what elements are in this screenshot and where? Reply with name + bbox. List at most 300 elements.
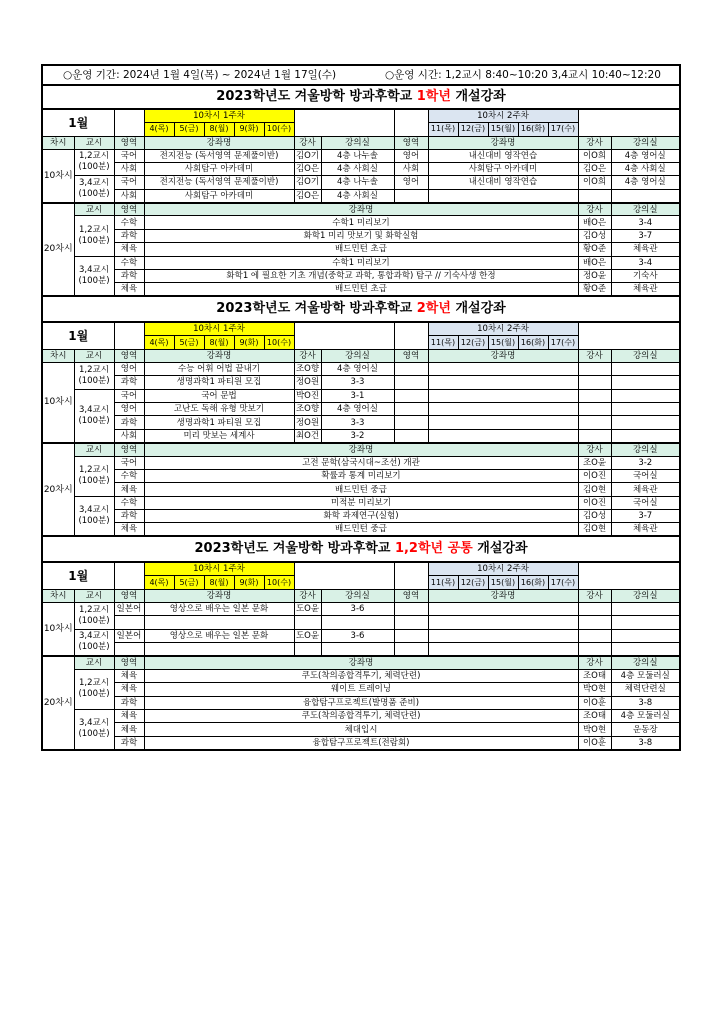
lesson-row bbox=[42, 283, 680, 296]
period-duration: (100분) bbox=[78, 275, 110, 286]
course: 배드민턴 중급 bbox=[144, 483, 578, 496]
left-room: 4층 사회실 bbox=[321, 162, 394, 175]
week2-date: 16(화) bbox=[518, 123, 548, 137]
room: 3-2 bbox=[611, 456, 680, 469]
right-room bbox=[611, 402, 680, 415]
week2-label: 10차시 2주차 bbox=[428, 322, 578, 336]
title-text: 2023학년도 겨울방학 방과후학교 bbox=[216, 301, 417, 317]
period-duration: (100분) bbox=[78, 642, 110, 653]
week2-label: 10차시 2주차 bbox=[428, 109, 578, 123]
week2-date: 12(금) bbox=[458, 123, 488, 137]
left-course: 미리 맛보는 세계사 bbox=[144, 429, 294, 442]
period-label: 3,4교시 bbox=[79, 264, 109, 275]
lesson-row bbox=[42, 683, 680, 696]
subject: 체육 bbox=[114, 243, 144, 256]
week1-date: 4(목) bbox=[144, 576, 174, 590]
blank-cell bbox=[578, 562, 680, 589]
right-subject: 영어 bbox=[394, 176, 428, 189]
right-teacher bbox=[578, 602, 611, 615]
left-teacher: 조O향 bbox=[295, 363, 320, 374]
left-teacher: 정O원 bbox=[295, 417, 320, 428]
period-label: 3,4교시 bbox=[79, 404, 109, 415]
right-course bbox=[428, 376, 578, 389]
column-header: 차시 bbox=[42, 136, 74, 149]
title-text: 2023학년도 겨울방학 방과후학교 bbox=[194, 541, 395, 557]
month-label: 1월 bbox=[42, 562, 114, 589]
left-subject: 일본어 bbox=[114, 629, 144, 642]
teacher: 배O은 bbox=[578, 256, 611, 269]
period-cell bbox=[74, 629, 114, 656]
period-label: 1,2교시 bbox=[79, 364, 109, 375]
room: 체육관 bbox=[611, 243, 680, 256]
lesson-row bbox=[42, 189, 680, 202]
left-subject: 국어 bbox=[114, 389, 144, 402]
left-course: 사회탐구 아카데미 bbox=[144, 162, 294, 175]
subject: 체육 bbox=[114, 483, 144, 496]
left-course: 전지전능 (독서영역 문제풀이반) bbox=[144, 149, 294, 162]
left-subject: 국어 bbox=[114, 149, 144, 162]
left-room bbox=[321, 643, 394, 656]
subject: 과학 bbox=[114, 270, 144, 283]
blank-cell bbox=[394, 109, 428, 136]
right-subject bbox=[394, 602, 428, 615]
lesson-row bbox=[42, 162, 680, 175]
teacher: 조O태 bbox=[578, 669, 611, 682]
right-subject bbox=[394, 616, 428, 629]
lesson-row bbox=[42, 629, 680, 642]
column-header: 교시 bbox=[74, 203, 114, 216]
column-header: 영역 bbox=[114, 136, 144, 149]
left-course bbox=[144, 616, 294, 629]
week2-date: 17(수) bbox=[548, 576, 578, 590]
period-duration: (100분) bbox=[78, 188, 110, 199]
title-grade: 1학년 bbox=[416, 89, 451, 104]
week2-date: 15(월) bbox=[488, 123, 518, 137]
lesson-row bbox=[42, 643, 680, 656]
left-subject: 사회 bbox=[114, 189, 144, 202]
lesson-row bbox=[42, 483, 680, 496]
left-room: 3-6 bbox=[321, 629, 394, 642]
week1-date: 9(화) bbox=[234, 123, 264, 137]
left-course: 전지전능 (독서영역 문제풀이반) bbox=[144, 176, 294, 189]
right-subject bbox=[394, 376, 428, 389]
teacher: 황O준 bbox=[578, 283, 611, 296]
right-room bbox=[611, 389, 680, 402]
month-label: 1월 bbox=[42, 109, 114, 136]
subject: 과학 bbox=[114, 229, 144, 242]
calendar-row bbox=[42, 109, 680, 123]
week2-date: 17(수) bbox=[548, 336, 578, 350]
title-text: 2023학년도 겨울방학 방과후학교 bbox=[216, 89, 417, 104]
course: 확률과 통계 미리보기 bbox=[144, 469, 578, 482]
column-header: 강사 bbox=[578, 203, 611, 216]
week1-date: 9(화) bbox=[234, 576, 264, 590]
title-text: 개설강좌 bbox=[472, 541, 528, 557]
period-cell bbox=[74, 496, 114, 536]
blank-cell bbox=[114, 109, 144, 136]
left-teacher bbox=[294, 616, 321, 629]
right-teacher: 김O은 bbox=[578, 162, 611, 175]
room: 3-8 bbox=[611, 696, 680, 709]
operation-time: ○운영 시간: 1,2교시 8:40~10:20 3,4교시 10:40~12:20 bbox=[385, 69, 661, 81]
column-header: 강의실 bbox=[611, 349, 680, 362]
period-label: 3,4교시 bbox=[79, 177, 109, 188]
right-teacher bbox=[578, 429, 611, 442]
period-cell bbox=[74, 389, 114, 443]
lesson-row bbox=[42, 243, 680, 256]
period-duration: (100분) bbox=[78, 729, 110, 740]
lesson-row bbox=[42, 696, 680, 709]
left-teacher: 김O기 bbox=[295, 150, 320, 161]
right-teacher bbox=[578, 402, 611, 415]
period-label: 1,2교시 bbox=[79, 225, 109, 236]
period-label: 1,2교시 bbox=[79, 604, 109, 615]
subject: 체육 bbox=[114, 683, 144, 696]
week1-date: 4(목) bbox=[144, 336, 174, 350]
column-header: 강좌명 bbox=[428, 349, 578, 362]
teacher: 이O훈 bbox=[578, 696, 611, 709]
teacher: 박O현 bbox=[578, 683, 611, 696]
left-room: 3-6 bbox=[321, 602, 394, 615]
room: 3-7 bbox=[611, 510, 680, 523]
subject: 수학 bbox=[114, 216, 144, 229]
room: 국어실 bbox=[611, 496, 680, 509]
right-room: 4층 영어실 bbox=[611, 149, 680, 162]
left-subject: 사회 bbox=[114, 429, 144, 442]
left-room: 4층 나누솔 bbox=[321, 149, 394, 162]
subject: 체육 bbox=[114, 283, 144, 296]
left-subject: 일본어 bbox=[114, 602, 144, 615]
column-header: 강좌명 bbox=[144, 349, 294, 362]
lesson-row bbox=[42, 429, 680, 442]
period-cell bbox=[74, 216, 114, 256]
teacher: 이O진 bbox=[578, 469, 611, 482]
column-header: 영역 bbox=[394, 589, 428, 602]
column-header: 강의실 bbox=[611, 203, 680, 216]
section-title bbox=[42, 296, 680, 322]
lesson-row bbox=[42, 256, 680, 269]
blank-cell bbox=[578, 109, 680, 136]
period-duration: (100분) bbox=[78, 516, 110, 527]
column-header: 강의실 bbox=[321, 136, 394, 149]
left-room: 3-2 bbox=[321, 429, 394, 442]
teacher: 김O성 bbox=[578, 229, 611, 242]
column-header: 교시 bbox=[74, 443, 114, 456]
week2-date: 16(화) bbox=[518, 336, 548, 350]
room: 3-8 bbox=[611, 736, 680, 749]
column-header: 강사 bbox=[578, 443, 611, 456]
section-title bbox=[42, 85, 680, 109]
course: 화학1 에 필요한 기초 개념(중학교 과학, 통합과학) 탐구 // 기숙사생 한정 bbox=[144, 270, 578, 283]
lesson-row bbox=[42, 270, 680, 283]
right-room bbox=[611, 362, 680, 375]
right-teacher bbox=[578, 362, 611, 375]
left-subject: 과학 bbox=[114, 376, 144, 389]
course: 미적분 미리보기 bbox=[144, 496, 578, 509]
right-teacher bbox=[578, 616, 611, 629]
lesson-row bbox=[42, 389, 680, 402]
right-teacher: 이O희 bbox=[578, 149, 611, 162]
period-label: 3,4교시 bbox=[79, 718, 109, 729]
week2-date: 17(수) bbox=[548, 123, 578, 137]
teacher: 조O윤 bbox=[578, 456, 611, 469]
week1-date: 5(금) bbox=[174, 336, 204, 350]
subject: 수학 bbox=[114, 496, 144, 509]
period-duration: (100분) bbox=[78, 162, 110, 173]
lesson-row bbox=[42, 402, 680, 415]
left-teacher: 도O윤 bbox=[295, 630, 320, 641]
column-header: 영역 bbox=[114, 656, 144, 669]
left-teacher: 박O진 bbox=[295, 390, 320, 401]
column-header: 교시 bbox=[74, 589, 114, 602]
course: 배드민턴 중급 bbox=[144, 523, 578, 536]
right-course: 내신대비 영작연습 bbox=[428, 149, 578, 162]
week1-date: 9(화) bbox=[234, 336, 264, 350]
lesson-row bbox=[42, 456, 680, 469]
blank-cell bbox=[578, 322, 680, 349]
column-header: 영역 bbox=[114, 203, 144, 216]
right-course bbox=[428, 416, 578, 429]
column-header-row bbox=[42, 349, 680, 362]
left-teacher: 도O윤 bbox=[295, 604, 320, 615]
left-course: 국어 문법 bbox=[144, 389, 294, 402]
column-header: 강사 bbox=[578, 656, 611, 669]
left-course: 수능 어휘 어법 끝내기 bbox=[144, 362, 294, 375]
course: 체대입시 bbox=[144, 723, 578, 736]
week1-date: 8(월) bbox=[204, 123, 234, 137]
left-room: 3-3 bbox=[321, 376, 394, 389]
right-teacher bbox=[578, 189, 611, 202]
room: 체력단련실 bbox=[611, 683, 680, 696]
week2-date: 11(목) bbox=[428, 123, 458, 137]
section-title bbox=[42, 536, 680, 562]
teacher: 이O훈 bbox=[578, 736, 611, 749]
left-subject: 국어 bbox=[114, 176, 144, 189]
calendar-row bbox=[42, 322, 680, 336]
right-course: 사회탐구 아카데미 bbox=[428, 162, 578, 175]
lesson-row bbox=[42, 616, 680, 629]
left-subject: 영어 bbox=[114, 402, 144, 415]
subject: 체육 bbox=[114, 523, 144, 536]
room: 4층 모둘러실 bbox=[611, 710, 680, 723]
right-room bbox=[611, 602, 680, 615]
subject: 과학 bbox=[114, 736, 144, 749]
column-header: 차시 bbox=[42, 589, 74, 602]
right-teacher bbox=[578, 416, 611, 429]
column-header: 교시 bbox=[74, 656, 114, 669]
week1-date: 5(금) bbox=[174, 123, 204, 137]
right-teacher bbox=[578, 376, 611, 389]
left-course: 생명과학1 파티원 모집 bbox=[144, 416, 294, 429]
left-course: 영상으로 배우는 일본 문화 bbox=[144, 602, 294, 615]
column-header: 강사 bbox=[294, 349, 321, 362]
column-header: 영역 bbox=[394, 136, 428, 149]
operation-period: ○운영 기간: 2024년 1월 4일(목) ~ 2024년 1월 17일(수) bbox=[63, 69, 337, 81]
left-room: 4층 영어실 bbox=[321, 402, 394, 415]
right-subject: 사회 bbox=[394, 162, 428, 175]
left-subject: 사회 bbox=[114, 162, 144, 175]
teacher: 배O은 bbox=[578, 216, 611, 229]
course: 배드민턴 초급 bbox=[144, 243, 578, 256]
left-teacher: 최O건 bbox=[295, 430, 320, 441]
right-teacher bbox=[578, 643, 611, 656]
left-teacher: 김O은 bbox=[295, 164, 320, 175]
period-duration: (100분) bbox=[78, 415, 110, 426]
right-room: 4층 사회실 bbox=[611, 162, 680, 175]
lesson-row bbox=[42, 510, 680, 523]
session-count: 20차시 bbox=[42, 203, 74, 297]
period-duration: (100분) bbox=[78, 689, 110, 700]
left-subject bbox=[114, 616, 144, 629]
room: 체육관 bbox=[611, 483, 680, 496]
right-course bbox=[428, 389, 578, 402]
teacher: 조O태 bbox=[578, 710, 611, 723]
section-title-row bbox=[42, 296, 680, 322]
teacher: 정O윤 bbox=[578, 270, 611, 283]
column-header: 강좌명 bbox=[144, 203, 578, 216]
period-cell bbox=[74, 602, 114, 629]
session-count: 20차시 bbox=[42, 443, 74, 537]
course: 융합탐구프로젝트(발명품 준비) bbox=[144, 696, 578, 709]
course: 쿠도(착의종합격투기, 체력단련) bbox=[144, 669, 578, 682]
week2-date: 15(월) bbox=[488, 576, 518, 590]
right-course bbox=[428, 402, 578, 415]
teacher: 김O성 bbox=[578, 510, 611, 523]
period-duration: (100분) bbox=[78, 615, 110, 626]
lesson-row bbox=[42, 710, 680, 723]
left-subject bbox=[114, 643, 144, 656]
section-title-row bbox=[42, 85, 680, 109]
subject: 체육 bbox=[114, 669, 144, 682]
title-text: 개설강좌 bbox=[450, 89, 506, 104]
period-label: 3,4교시 bbox=[79, 505, 109, 516]
column-header: 차시 bbox=[42, 349, 74, 362]
period-cell bbox=[74, 456, 114, 496]
column-header: 강좌명 bbox=[144, 136, 294, 149]
column-header: 강의실 bbox=[611, 656, 680, 669]
lesson-row bbox=[42, 362, 680, 375]
left-room: 3-1 bbox=[321, 389, 394, 402]
week1-label: 10차시 1주차 bbox=[144, 562, 294, 576]
column-header-row bbox=[42, 136, 680, 149]
right-room bbox=[611, 429, 680, 442]
blank-cell bbox=[294, 562, 394, 589]
period-cell bbox=[74, 362, 114, 389]
period-duration: (100분) bbox=[78, 375, 110, 386]
subject: 수학 bbox=[114, 256, 144, 269]
right-course bbox=[428, 189, 578, 202]
teacher: 김O현 bbox=[578, 483, 611, 496]
room: 국어실 bbox=[611, 469, 680, 482]
week2-label: 10차시 2주차 bbox=[428, 562, 578, 576]
teacher: 김O현 bbox=[578, 523, 611, 536]
week2-date: 11(목) bbox=[428, 336, 458, 350]
right-teacher bbox=[578, 389, 611, 402]
course: 수학1 미리보기 bbox=[144, 256, 578, 269]
lesson-row bbox=[42, 496, 680, 509]
lesson-row bbox=[42, 176, 680, 189]
month-label: 1월 bbox=[42, 322, 114, 349]
right-teacher: 이O희 bbox=[578, 176, 611, 189]
lesson-row bbox=[42, 723, 680, 736]
room: 3-7 bbox=[611, 229, 680, 242]
right-room bbox=[611, 629, 680, 642]
course: 고전 문학(삼국시대~조선) 개관 bbox=[144, 456, 578, 469]
room: 3-4 bbox=[611, 256, 680, 269]
course: 화학1 미리 맛보기 및 화학실험 bbox=[144, 229, 578, 242]
period-label: 1,2교시 bbox=[79, 678, 109, 689]
teacher: 황O준 bbox=[578, 243, 611, 256]
left-course: 사회탐구 아카데미 bbox=[144, 189, 294, 202]
period-cell bbox=[74, 710, 114, 750]
column-header: 교시 bbox=[74, 136, 114, 149]
course: 쿠도(착의종합격투기, 체력단련) bbox=[144, 710, 578, 723]
block-header-row bbox=[42, 656, 680, 669]
left-subject: 과학 bbox=[114, 416, 144, 429]
column-header: 강사 bbox=[294, 136, 321, 149]
lesson-row bbox=[42, 602, 680, 615]
session-count: 10차시 bbox=[42, 362, 74, 442]
column-header: 강사 bbox=[578, 349, 611, 362]
right-subject bbox=[394, 429, 428, 442]
period-cell bbox=[74, 176, 114, 203]
week1-label: 10차시 1주차 bbox=[144, 322, 294, 336]
lesson-row bbox=[42, 376, 680, 389]
blank-cell bbox=[294, 109, 394, 136]
room: 운동장 bbox=[611, 723, 680, 736]
section-title-row bbox=[42, 536, 680, 562]
right-subject bbox=[394, 643, 428, 656]
period-cell bbox=[74, 149, 114, 176]
left-room: 4층 영어실 bbox=[321, 362, 394, 375]
right-course: 내신대비 영작연습 bbox=[428, 176, 578, 189]
right-subject bbox=[394, 402, 428, 415]
right-room bbox=[611, 416, 680, 429]
course: 화학 과제연구(실험) bbox=[144, 510, 578, 523]
lesson-row bbox=[42, 416, 680, 429]
right-room bbox=[611, 643, 680, 656]
column-header: 영역 bbox=[394, 349, 428, 362]
subject: 체육 bbox=[114, 723, 144, 736]
column-header: 강사 bbox=[294, 589, 321, 602]
right-course bbox=[428, 643, 578, 656]
right-course bbox=[428, 629, 578, 642]
column-header: 강의실 bbox=[321, 589, 394, 602]
column-header: 강의실 bbox=[611, 589, 680, 602]
teacher: 이O진 bbox=[578, 496, 611, 509]
course: 웨이트 트레이닝 bbox=[144, 683, 578, 696]
left-teacher bbox=[294, 643, 321, 656]
lesson-row bbox=[42, 469, 680, 482]
lesson-row bbox=[42, 669, 680, 682]
period-duration: (100분) bbox=[78, 236, 110, 247]
column-header: 영역 bbox=[114, 589, 144, 602]
column-header: 강의실 bbox=[611, 136, 680, 149]
subject: 수학 bbox=[114, 469, 144, 482]
right-course bbox=[428, 429, 578, 442]
blank-cell bbox=[114, 562, 144, 589]
lesson-row bbox=[42, 216, 680, 229]
lesson-row bbox=[42, 736, 680, 749]
period-duration: (100분) bbox=[78, 476, 110, 487]
right-teacher bbox=[578, 629, 611, 642]
left-teacher: 김O기 bbox=[295, 177, 320, 188]
teacher: 박O현 bbox=[578, 723, 611, 736]
session-count: 20차시 bbox=[42, 656, 74, 750]
block-header-row bbox=[42, 443, 680, 456]
right-subject bbox=[394, 189, 428, 202]
left-course: 영상으로 배우는 일본 문화 bbox=[144, 629, 294, 642]
